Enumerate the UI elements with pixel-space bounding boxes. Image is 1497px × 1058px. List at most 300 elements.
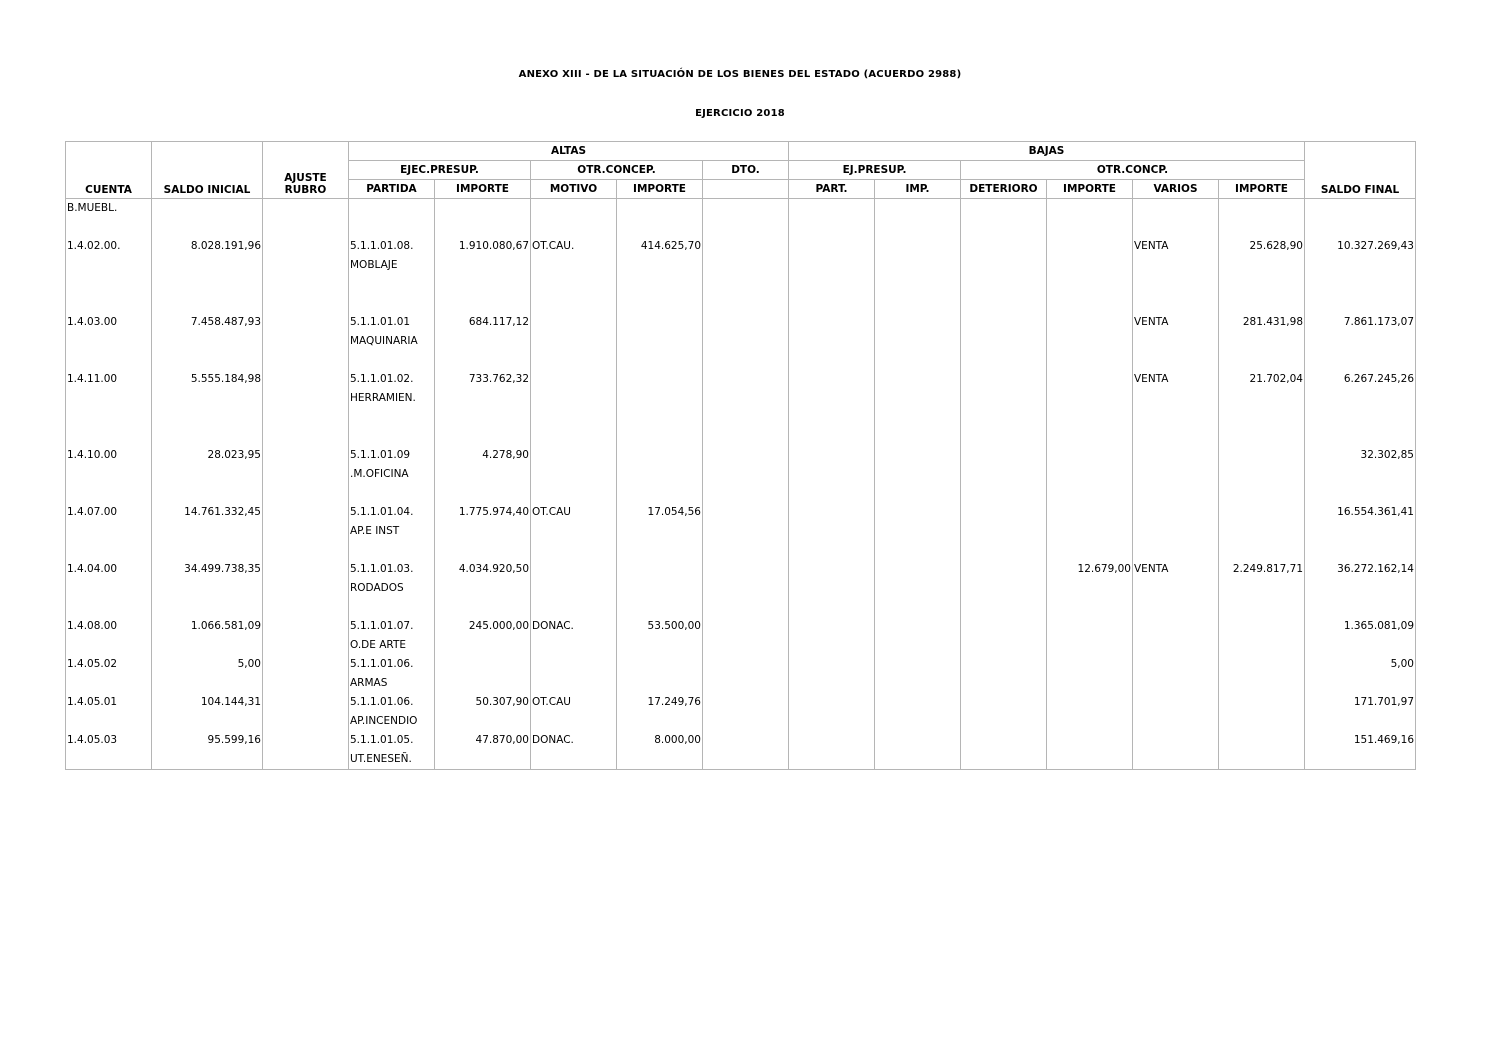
- cell-saldo-inicial: [152, 503, 263, 560]
- cell-importe-otr: [617, 560, 703, 617]
- header-saldo-inicial: SALDO INICIAL: [152, 142, 263, 199]
- cell-motivo-value: [532, 655, 616, 674]
- cell-varios: [1133, 731, 1219, 770]
- cell-saldo-inicial: [152, 655, 263, 693]
- cell-saldo-final: [1305, 693, 1416, 731]
- cell-deterioro: [961, 313, 1047, 370]
- cell-dto: [703, 655, 789, 693]
- cell-partida-desc: MAQUINARIA: [350, 334, 418, 347]
- cell-importe-altas: [435, 731, 531, 770]
- cell-part: [789, 560, 875, 617]
- cell-saldo-inicial: [152, 617, 263, 655]
- cell-saldo-inicial: [152, 731, 263, 770]
- header-altas: ALTAS: [349, 142, 789, 161]
- cell-importe-varios-value: 2.249.817,71: [1232, 562, 1303, 575]
- cell-cuenta-value: 1.4.07.00: [67, 505, 118, 518]
- cell-importe-varios: [1219, 731, 1305, 770]
- cell-varios: [1133, 693, 1219, 731]
- cell-partida-value: 5.1.1.01.09: [350, 448, 411, 461]
- cell-importe-det: [1047, 693, 1133, 731]
- cell-cuenta-value: 1.4.05.03: [67, 733, 118, 746]
- cell-deterioro: [961, 655, 1047, 693]
- cell-saldo-inicial-value: 7.458.487,93: [190, 315, 261, 328]
- cell-cuenta-value: 1.4.11.00: [67, 372, 118, 385]
- cell-varios: [1133, 560, 1219, 617]
- cell-importe-altas: [435, 693, 531, 731]
- cell-saldo-final: [1305, 370, 1416, 446]
- table-row: [66, 446, 1416, 503]
- cell-cuenta: [66, 370, 152, 446]
- cell-dto: [703, 560, 789, 617]
- cell-saldo-inicial-value: 104.144,31: [200, 695, 261, 708]
- cell-imp: [875, 560, 961, 617]
- cell-importe-det-value: [1047, 446, 1131, 465]
- cell-partida-value: 5.1.1.01.03.: [350, 562, 414, 575]
- cell-dto: [703, 503, 789, 560]
- cell-saldo-inicial-value: 95.599,16: [207, 733, 261, 746]
- cell-cuenta-value: 1.4.04.00: [67, 562, 118, 575]
- cell-ajuste: [263, 237, 349, 313]
- cell-partida: [349, 446, 435, 503]
- assets-table: [65, 141, 1416, 770]
- cell-saldo-inicial: [152, 446, 263, 503]
- empty-cell: [875, 199, 961, 237]
- cell-saldo-final-value: 16.554.361,41: [1337, 505, 1414, 518]
- cell-importe-varios: [1219, 370, 1305, 446]
- cell-dto: [703, 731, 789, 770]
- cell-importe-det-value: [1047, 237, 1131, 256]
- cell-importe-otr: [617, 655, 703, 693]
- cell-saldo-inicial-value: 8.028.191,96: [190, 239, 261, 252]
- cell-varios-value: [1134, 655, 1218, 674]
- cell-importe-det: [1047, 503, 1133, 560]
- cell-importe-varios: [1219, 237, 1305, 313]
- cell-motivo-value: [532, 446, 616, 465]
- cell-importe-varios-value: [1219, 446, 1303, 465]
- cell-motivo: [531, 370, 617, 446]
- cell-motivo: [531, 731, 617, 770]
- cell-importe-det-value: [1047, 731, 1131, 750]
- cell-motivo: [531, 560, 617, 617]
- cell-importe-otr: [617, 693, 703, 731]
- cell-importe-det: [1047, 655, 1133, 693]
- cell-importe-varios: [1219, 313, 1305, 370]
- cell-part: [789, 237, 875, 313]
- cell-importe-altas: [435, 655, 531, 693]
- cell-partida: [349, 503, 435, 560]
- cell-saldo-inicial: [152, 693, 263, 731]
- cell-deterioro: [961, 693, 1047, 731]
- table-header: [66, 142, 1416, 199]
- cell-importe-otr: [617, 617, 703, 655]
- cell-saldo-final-value: 36.272.162,14: [1337, 562, 1414, 575]
- cell-partida-value: 5.1.1.01.02.: [350, 372, 414, 385]
- cell-importe-altas: [435, 560, 531, 617]
- cell-varios: [1133, 655, 1219, 693]
- cell-cuenta: [66, 655, 152, 693]
- cell-varios-value: [1134, 693, 1218, 712]
- cell-importe-otr-value: 53.500,00: [647, 619, 701, 632]
- empty-cell: [263, 199, 349, 237]
- cell-importe-det-value: [1047, 503, 1131, 522]
- header-imp: IMP.: [875, 180, 961, 199]
- cell-importe-otr: [617, 313, 703, 370]
- cell-importe-varios: [1219, 446, 1305, 503]
- cell-saldo-inicial-value: 1.066.581,09: [190, 619, 261, 632]
- cell-motivo: [531, 617, 617, 655]
- empty-cell: [1305, 199, 1416, 237]
- cell-importe-altas: [435, 370, 531, 446]
- cell-importe-altas-value: 733.762,32: [468, 372, 529, 385]
- cell-partida-value: 5.1.1.01.04.: [350, 505, 414, 518]
- cell-importe-det: [1047, 370, 1133, 446]
- cell-motivo-value: OT.CAU.: [532, 239, 575, 252]
- cell-motivo: [531, 693, 617, 731]
- cell-dto: [703, 237, 789, 313]
- header-saldo-final: SALDO FINAL: [1305, 142, 1416, 199]
- empty-cell: [1133, 199, 1219, 237]
- table-row: [66, 655, 1416, 693]
- table-row: [66, 313, 1416, 370]
- cell-saldo-final: [1305, 313, 1416, 370]
- cell-imp: [875, 370, 961, 446]
- cell-saldo-final: [1305, 237, 1416, 313]
- cell-imp: [875, 237, 961, 313]
- table-row: [66, 503, 1416, 560]
- header-importe-altas: IMPORTE: [435, 180, 531, 199]
- cell-importe-det-value: [1047, 617, 1131, 636]
- cell-part: [789, 503, 875, 560]
- cell-saldo-final: [1305, 503, 1416, 560]
- cell-dto: [703, 617, 789, 655]
- header-importe-otr: IMPORTE: [617, 180, 703, 199]
- cell-cuenta-value: 1.4.05.01: [67, 695, 118, 708]
- empty-cell: [789, 199, 875, 237]
- cell-saldo-inicial: [152, 237, 263, 313]
- cell-motivo-value: [532, 313, 616, 332]
- cell-saldo-inicial-value: 5.555.184,98: [190, 372, 261, 385]
- cell-importe-otr-value: [617, 370, 701, 389]
- cell-partida-desc: AP.E INST: [350, 524, 400, 537]
- cell-varios-value: VENTA: [1134, 562, 1169, 575]
- cell-importe-otr-value: [617, 655, 701, 674]
- cell-importe-otr-value: [617, 446, 701, 465]
- cell-varios-value: [1134, 617, 1218, 636]
- cell-partida: [349, 560, 435, 617]
- cell-dto: [703, 693, 789, 731]
- cell-motivo: [531, 237, 617, 313]
- cell-importe-varios: [1219, 693, 1305, 731]
- cell-cuenta: [66, 617, 152, 655]
- cell-importe-altas-value: 1.910.080,67: [458, 239, 529, 252]
- cell-importe-otr: [617, 503, 703, 560]
- cell-part: [789, 693, 875, 731]
- header-ajuste: AJUSTE: [284, 172, 327, 184]
- cell-dto: [703, 370, 789, 446]
- cell-ajuste: [263, 655, 349, 693]
- cell-part: [789, 446, 875, 503]
- header-deterioro: DETERIORO: [961, 180, 1047, 199]
- empty-cell: [1047, 199, 1133, 237]
- cell-importe-otr: [617, 731, 703, 770]
- cell-varios: [1133, 446, 1219, 503]
- table-row: [66, 731, 1416, 770]
- group-row: [66, 199, 1416, 237]
- cell-importe-otr-value: 17.054,56: [647, 505, 701, 518]
- cell-saldo-final: [1305, 655, 1416, 693]
- cell-importe-altas: [435, 617, 531, 655]
- cell-deterioro: [961, 237, 1047, 313]
- cell-motivo-value: OT.CAU: [532, 695, 571, 708]
- cell-importe-otr-value: 8.000,00: [654, 733, 701, 746]
- empty-cell: [617, 199, 703, 237]
- cell-cuenta: [66, 446, 152, 503]
- cell-importe-det-value: [1047, 693, 1131, 712]
- empty-cell: [1219, 199, 1305, 237]
- cell-importe-det: [1047, 560, 1133, 617]
- cell-saldo-inicial-value: 5,00: [237, 657, 261, 670]
- cell-importe-varios: [1219, 617, 1305, 655]
- cell-deterioro: [961, 446, 1047, 503]
- header-dto-empty: [703, 180, 789, 199]
- cell-partida: [349, 693, 435, 731]
- cell-saldo-inicial-value: 34.499.738,35: [184, 562, 261, 575]
- cell-importe-otr: [617, 446, 703, 503]
- cell-saldo-final-value: 5,00: [1390, 657, 1414, 670]
- cell-partida-desc: O.DE ARTE: [350, 638, 406, 651]
- cell-saldo-inicial: [152, 313, 263, 370]
- header-bajas: BAJAS: [789, 142, 1305, 161]
- cell-saldo-final: [1305, 446, 1416, 503]
- cell-varios-value: [1134, 446, 1218, 465]
- header-otr-concep: OTR.CONCEP.: [531, 161, 703, 180]
- cell-part: [789, 655, 875, 693]
- cell-importe-det-value: [1047, 370, 1131, 389]
- cell-importe-altas: [435, 446, 531, 503]
- table-row: [66, 693, 1416, 731]
- header-ejec-presup: EJEC.PRESUP.: [349, 161, 531, 180]
- cell-importe-otr-value: 17.249,76: [647, 695, 701, 708]
- cell-cuenta-value: 1.4.08.00: [67, 619, 118, 632]
- cell-cuenta-value: 1.4.03.00: [67, 315, 118, 328]
- group-label: B.MUEBL.: [67, 202, 118, 214]
- cell-part: [789, 313, 875, 370]
- cell-saldo-final-value: 32.302,85: [1360, 448, 1414, 461]
- cell-varios: [1133, 237, 1219, 313]
- cell-partida-desc: RODADOS: [350, 581, 404, 594]
- empty-cell: [152, 199, 263, 237]
- header-importe-varios: IMPORTE: [1219, 180, 1305, 199]
- cell-ajuste: [263, 693, 349, 731]
- empty-cell: [349, 199, 435, 237]
- header-partida: PARTIDA: [349, 180, 435, 199]
- cell-importe-altas: [435, 237, 531, 313]
- cell-motivo-value: DONAC.: [532, 619, 574, 632]
- cell-imp: [875, 655, 961, 693]
- cell-importe-otr-value: [617, 560, 701, 579]
- cell-ajuste: [263, 617, 349, 655]
- cell-partida-desc: HERRAMIEN.: [350, 391, 416, 404]
- cell-partida: [349, 313, 435, 370]
- cell-motivo-value: DONAC.: [532, 733, 574, 746]
- cell-importe-otr-value: 414.625,70: [640, 239, 701, 252]
- cell-saldo-inicial-value: 28.023,95: [207, 448, 261, 461]
- cell-importe-varios-value: 281.431,98: [1242, 315, 1303, 328]
- cell-importe-altas-value: 47.870,00: [475, 733, 529, 746]
- cell-ajuste: [263, 503, 349, 560]
- cell-motivo: [531, 313, 617, 370]
- cell-partida-value: 5.1.1.01.05.: [350, 733, 414, 746]
- cell-importe-det-value: [1047, 655, 1131, 674]
- empty-cell: [703, 199, 789, 237]
- cell-motivo: [531, 655, 617, 693]
- cell-importe-altas-value: [435, 655, 529, 674]
- header-motivo: MOTIVO: [531, 180, 617, 199]
- cell-importe-det: [1047, 731, 1133, 770]
- cell-importe-det-value: 12.679,00: [1077, 562, 1131, 575]
- header-ajuste-rubro: [263, 142, 349, 199]
- cell-importe-det: [1047, 617, 1133, 655]
- header-varios: VARIOS: [1133, 180, 1219, 199]
- cell-deterioro: [961, 370, 1047, 446]
- cell-ajuste: [263, 560, 349, 617]
- cell-importe-det: [1047, 313, 1133, 370]
- cell-deterioro: [961, 731, 1047, 770]
- cell-saldo-final: [1305, 731, 1416, 770]
- cell-importe-varios-value: [1219, 617, 1303, 636]
- cell-partida-desc: ARMAS: [350, 676, 388, 689]
- cell-dto: [703, 446, 789, 503]
- cell-partida-value: 5.1.1.01.08.: [350, 239, 414, 252]
- cell-motivo-value: [532, 560, 616, 579]
- cell-importe-altas-value: 245.000,00: [468, 619, 529, 632]
- cell-importe-otr: [617, 237, 703, 313]
- cell-partida-desc: AP.INCENDIO: [350, 714, 418, 727]
- cell-cuenta-value: 1.4.10.00: [67, 448, 118, 461]
- cell-importe-det: [1047, 237, 1133, 313]
- cell-importe-altas-value: 1.775.974,40: [458, 505, 529, 518]
- cell-cuenta: [66, 693, 152, 731]
- cell-ajuste: [263, 731, 349, 770]
- cell-saldo-final-value: 7.861.173,07: [1343, 315, 1414, 328]
- table-row: [66, 370, 1416, 446]
- table-row: [66, 617, 1416, 655]
- cell-partida: [349, 617, 435, 655]
- cell-importe-varios-value: 25.628,90: [1249, 239, 1303, 252]
- cell-motivo: [531, 503, 617, 560]
- empty-cell: [531, 199, 617, 237]
- table-row: [66, 560, 1416, 617]
- cell-imp: [875, 731, 961, 770]
- cell-cuenta: [66, 560, 152, 617]
- cell-importe-varios: [1219, 655, 1305, 693]
- cell-part: [789, 731, 875, 770]
- cell-importe-altas-value: 4.278,90: [482, 448, 529, 461]
- cell-motivo: [531, 446, 617, 503]
- cell-partida: [349, 237, 435, 313]
- cell-importe-varios-value: [1219, 503, 1303, 522]
- cell-varios-value: VENTA: [1134, 315, 1169, 328]
- cell-saldo-inicial: [152, 560, 263, 617]
- cell-deterioro: [961, 560, 1047, 617]
- cell-importe-otr-value: [617, 313, 701, 332]
- cell-partida-value: 5.1.1.01.07.: [350, 619, 414, 632]
- table-row: [66, 237, 1416, 313]
- cell-ajuste: [263, 313, 349, 370]
- cell-ajuste: [263, 446, 349, 503]
- cell-importe-det-value: [1047, 313, 1131, 332]
- cell-saldo-final: [1305, 560, 1416, 617]
- cell-importe-altas: [435, 503, 531, 560]
- cell-imp: [875, 617, 961, 655]
- header-rubro: RUBRO: [284, 184, 327, 196]
- cell-deterioro: [961, 503, 1047, 560]
- cell-imp: [875, 693, 961, 731]
- cell-partida-value: 5.1.1.01.06.: [350, 695, 414, 708]
- table-body: [66, 199, 1416, 770]
- report-title: ANEXO XIII - DE LA SITUACIÓN DE LOS BIENES DEL ESTADO (ACUERDO 2988): [518, 69, 962, 80]
- cell-saldo-final-value: 151.469,16: [1353, 733, 1414, 746]
- empty-cell: [961, 199, 1047, 237]
- cell-importe-varios: [1219, 503, 1305, 560]
- header-otr-concp: OTR.CONCP.: [961, 161, 1305, 180]
- cell-varios: [1133, 370, 1219, 446]
- cell-saldo-final-value: 171.701,97: [1353, 695, 1414, 708]
- cell-motivo-value: [532, 370, 616, 389]
- empty-cell: [435, 199, 531, 237]
- cell-imp: [875, 446, 961, 503]
- cell-motivo-value: OT.CAU: [532, 505, 571, 518]
- cell-partida: [349, 655, 435, 693]
- cell-part: [789, 370, 875, 446]
- cell-saldo-final-value: 10.327.269,43: [1337, 239, 1414, 252]
- header-part: PART.: [789, 180, 875, 199]
- cell-cuenta: [66, 313, 152, 370]
- cell-importe-varios-value: [1219, 731, 1303, 750]
- cell-varios-value: [1134, 731, 1218, 750]
- cell-partida-value: 5.1.1.01.01: [350, 315, 411, 328]
- cell-importe-varios-value: [1219, 693, 1303, 712]
- group-cell: [66, 199, 152, 237]
- cell-importe-det: [1047, 446, 1133, 503]
- cell-part: [789, 617, 875, 655]
- cell-importe-altas: [435, 313, 531, 370]
- cell-imp: [875, 313, 961, 370]
- cell-varios-value: VENTA: [1134, 239, 1169, 252]
- cell-partida-desc: MOBLAJE: [350, 258, 398, 271]
- cell-saldo-inicial: [152, 370, 263, 446]
- cell-saldo-final-value: 1.365.081,09: [1343, 619, 1414, 632]
- cell-saldo-final: [1305, 617, 1416, 655]
- cell-importe-varios-value: 21.702,04: [1249, 372, 1303, 385]
- cell-dto: [703, 313, 789, 370]
- header-dto: DTO.: [703, 161, 789, 180]
- cell-imp: [875, 503, 961, 560]
- cell-importe-altas-value: 50.307,90: [475, 695, 529, 708]
- cell-varios-value: VENTA: [1134, 372, 1169, 385]
- cell-cuenta: [66, 237, 152, 313]
- cell-importe-altas-value: 4.034.920,50: [458, 562, 529, 575]
- cell-saldo-final-value: 6.267.245,26: [1343, 372, 1414, 385]
- cell-partida-value: 5.1.1.01.06.: [350, 657, 414, 670]
- cell-cuenta-value: 1.4.05.02: [67, 657, 118, 670]
- cell-partida: [349, 370, 435, 446]
- cell-importe-altas-value: 684.117,12: [468, 315, 529, 328]
- cell-importe-varios: [1219, 560, 1305, 617]
- cell-importe-otr: [617, 370, 703, 446]
- cell-partida-desc: UT.ENESEÑ.: [350, 752, 412, 765]
- cell-partida: [349, 731, 435, 770]
